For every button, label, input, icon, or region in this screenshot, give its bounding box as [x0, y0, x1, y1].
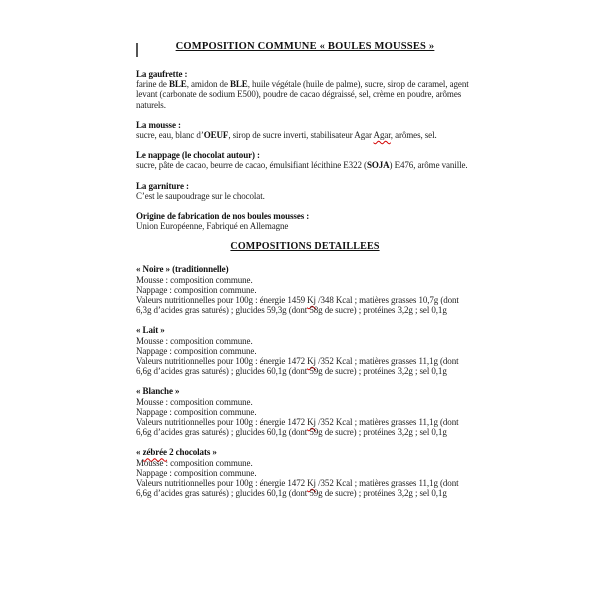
text-segment: /352 Kcal ; matières grasses 11,1g (dont 6,6g d’acides gras saturés) ; glucides 60,1g (dont 59g de sucre) ; protéines 3,2g ; sel 0,1g: [136, 356, 459, 377]
section-body: [136, 79, 474, 110]
product-nappage-line: Nappage : composition commune.: [136, 284, 257, 295]
text-segment: Union Européenne, Fabriqué en Allemagne: [136, 221, 289, 232]
text-segment: « Lait »: [136, 325, 165, 336]
text-segment: /352 Kcal ; matières grasses 11,1g (dont 6,6g d’acides gras saturés) ; glucides 60,1g (dont 59g de sucre) ; protéines 3,2g ; sel 0,1g: [136, 478, 459, 499]
product-heading: [136, 386, 474, 396]
section-body: [136, 191, 474, 201]
product-mousse-line: Mousse : composition commune.: [136, 396, 253, 407]
section-mousse: [136, 120, 474, 140]
misspelled-word: Kj: [307, 478, 316, 489]
misspelled-word: Kj: [307, 356, 316, 367]
product-nappage-line: Nappage : composition commune.: [136, 467, 257, 478]
product-zebree: [136, 447, 474, 498]
product-valeurs-line: [136, 478, 474, 498]
text-segment: , amidon de: [186, 79, 230, 90]
section-body: [136, 130, 474, 140]
text-segment: Valeurs nutritionnelles pour 100g : énergie 1472: [136, 417, 308, 428]
document-page: [136, 41, 474, 509]
text-cursor: [136, 43, 138, 57]
section-nappage: [136, 150, 474, 170]
product-mousse-line: Mousse : composition commune.: [136, 274, 253, 285]
section-heading: La mousse :: [136, 119, 181, 130]
section-body: [136, 221, 474, 231]
misspelled-word: zébrée: [142, 447, 167, 458]
product-mousse-line: Mousse : composition commune.: [136, 335, 253, 346]
product-valeurs-line: [136, 295, 474, 315]
product-valeurs-line: [136, 417, 474, 437]
text-segment: , huile végétale (huile de palme), sucre, sirop de caramel, agent levant (carbonate de sodium E500), poudre de cacao dégraissé, sel, crème en poudre, arômes naturels.: [136, 79, 469, 110]
text-segment: « Noire » (traditionnelle): [136, 264, 229, 275]
text-segment: C’est le saupoudrage sur le chocolat.: [136, 190, 265, 201]
section-heading: Le nappage (le chocolat autour) :: [136, 150, 260, 161]
text-segment: «: [136, 447, 143, 458]
text-segment: OEUF: [203, 130, 229, 141]
text-segment: « Blanche »: [136, 386, 180, 397]
text-segment: /348 Kcal ; matières grasses 10,7g (dont 6,3g d’acides gras saturés) ; glucides 59,3g (dont 58g de sucre) ; protéines 3,2g ; sel 0,1g: [136, 295, 459, 316]
text-segment: SOJA: [366, 160, 390, 171]
section-heading: Origine de fabrication de nos boules mousses :: [136, 211, 310, 222]
misspelled-word: Kj: [307, 417, 316, 428]
text-segment: BLE: [168, 79, 187, 90]
text-segment: farine de: [136, 79, 169, 90]
detailed-compositions-title: COMPOSITIONS DETAILLEES: [230, 241, 380, 253]
text-segment: Valeurs nutritionnelles pour 100g : énergie 1459: [136, 295, 308, 306]
text-segment: Valeurs nutritionnelles pour 100g : énergie 1472: [136, 478, 308, 489]
product-valeurs-line: [136, 356, 474, 376]
section-heading: La gaufrette :: [136, 69, 188, 79]
section-heading: La garniture :: [136, 180, 189, 191]
product-nappage-line: Nappage : composition commune.: [136, 406, 257, 417]
section-origine: [136, 211, 474, 231]
text-segment: BLE: [230, 79, 248, 90]
text-segment: ) E476, arôme vanille.: [389, 160, 468, 171]
text-segment: , arômes, sel.: [390, 130, 437, 141]
product-heading: [136, 325, 474, 335]
product-nappage-line: Nappage : composition commune.: [136, 345, 257, 356]
text-segment: sucre, pâte de cacao, beurre de cacao, émulsifiant lécithine E322 (: [136, 160, 367, 171]
product-blanche: [136, 386, 474, 437]
document-title: COMPOSITION COMMUNE « BOULES MOUSSES »: [175, 41, 435, 52]
text-segment: , sirop de sucre inverti, stabilisateur Agar: [228, 130, 374, 141]
section-gaufrette: [136, 69, 474, 110]
product-lait: [136, 325, 474, 376]
section-garniture: [136, 181, 474, 201]
section-body: [136, 160, 474, 170]
product-mousse-line: Mousse : composition commune.: [136, 457, 253, 468]
product-heading: [136, 264, 474, 274]
text-segment: /352 Kcal ; matières grasses 11,1g (dont 6,6g d’acides gras saturés) ; glucides 60,1g (dont 59g de sucre) ; protéines 3,2g ; sel 0,1g: [136, 417, 459, 438]
text-segment: Valeurs nutritionnelles pour 100g : énergie 1472: [136, 356, 308, 367]
product-heading: [136, 447, 474, 457]
misspelled-word: Kj: [307, 295, 316, 306]
product-noire: [136, 264, 474, 315]
text-segment: sucre, eau, blanc d’: [136, 130, 204, 141]
misspelled-word: Agar: [373, 130, 391, 141]
text-segment: 2 chocolats »: [166, 447, 217, 458]
